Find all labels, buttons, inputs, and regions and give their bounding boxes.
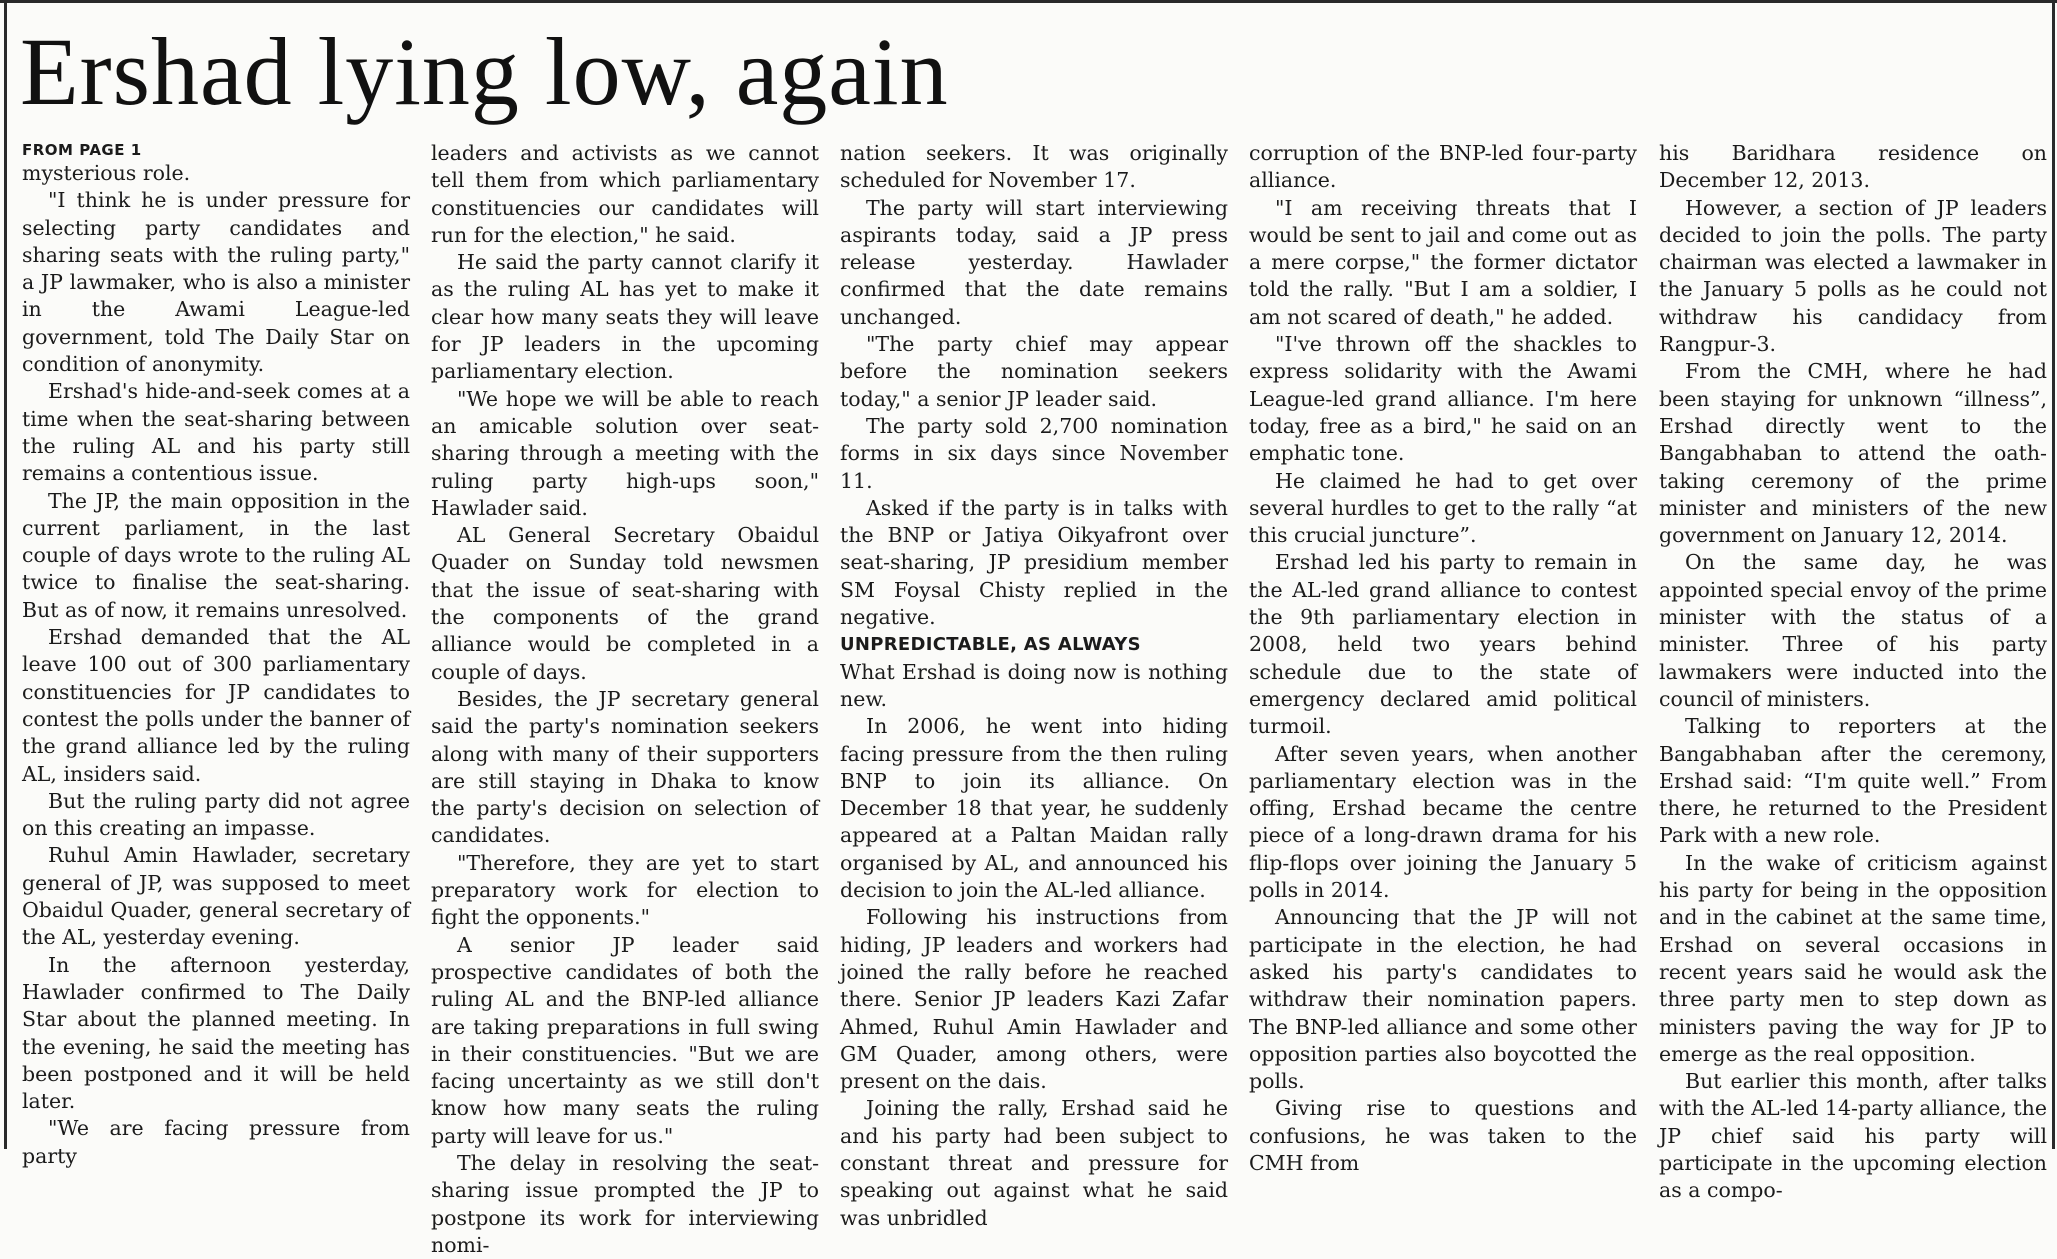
- article-paragraph: leaders and activists as we cannot tell them from which parliamentary constituencies our candidates will run for the election," he said.: [431, 141, 819, 247]
- article-paragraph: A senior JP leader said prospective candidates of both the ruling AL and the BNP-led alliance are taking preparations in full swing in their constituencies. "But we are facing uncertainty as we still don't know how many seats the ruling party will leave for us.": [431, 932, 819, 1148]
- article-paragraph: Giving rise to questions and confusions, he was taken to the CMH from: [1249, 1096, 1637, 1175]
- article-paragraph: mysterious role.: [22, 161, 191, 185]
- article-paragraph: Talking to reporters at the Bangabhaban after the ceremony, Ershad said: “I'm quite well.” From there, he returned to the President Park with a new role.: [1659, 714, 2047, 848]
- article-paragraph: The party will start interviewing aspirants today, said a JP press release yesterday. Hawlader confirmed that the date remains unchanged.: [840, 195, 1228, 329]
- article-paragraph: After seven years, when another parliamentary election was in the offing, Ershad became the centre piece of a long-drawn drama for his flip-flops over joining the January 5 polls in 2014.: [1249, 741, 1637, 903]
- article-paragraph: He claimed he had to get over several hurdles to get to the rally “at this crucial juncture”.: [1249, 468, 1637, 548]
- article-paragraph: From the CMH, where he had been staying for unknown “illness”, Ershad directly went to the Bangabhaban to attend the oath-taking ceremony of the prime minister and ministers of the new government on January 12, 2014.: [1659, 359, 2047, 548]
- article-column-5: [1659, 140, 2047, 1203]
- article-paragraph: Ershad demanded that the AL leave 100 out of 300 parliamentary constituencies for JP candidates to contest the polls under the banner of the grand alliance led by the ruling AL, insiders said.: [22, 625, 410, 786]
- article-paragraph: The party sold 2,700 nomination forms in six days since November 11.: [840, 413, 1228, 493]
- article-paragraph: "I am receiving threats that I would be sent to jail and come out as a mere corpse," the former dictator told the rally. "But I am a soldier, I am not scared of death," he added.: [1249, 195, 1637, 329]
- article-column-2: [431, 140, 819, 1257]
- article-paragraph: Following his instructions from hiding, JP leaders and workers had joined the rally before he reached there. Senior JP leaders Kazi Zafar Ahmed, Ruhul Amin Hawlader and GM Quader, among others, were present on the dais.: [840, 905, 1228, 1094]
- article-paragraph: Besides, the JP secretary general said the party's nomination seekers along with many of their supporters are still staying in Dhaka to know the party's decision on selection of candidates.: [431, 686, 819, 848]
- article-paragraph: his Baridhara residence on December 12, 2013.: [1659, 141, 2047, 193]
- article-paragraph: Ruhul Amin Hawlader, secretary general of JP, was supposed to meet Obaidul Quader, general secretary of the AL, yesterday evening.: [22, 843, 410, 950]
- article-paragraph: Ershad's hide-and-seek comes at a time when the seat-sharing between the ruling AL and his party still remains a contentious issue.: [22, 379, 410, 486]
- page-border-right: [2052, 0, 2055, 1149]
- article-paragraph: He said the party cannot clarify it as the ruling AL has yet to make it clear how many seats they will leave for JP leaders in the upcoming parliamentary election.: [431, 250, 819, 384]
- article-column-4: [1249, 140, 1637, 1175]
- article-paragraph: What Ershad is doing now is nothing new.: [840, 659, 1228, 711]
- article-paragraph: Announcing that the JP will not participate in the election, he had asked his party's candidates to withdraw their nomination papers. The BNP-led alliance and some other opposition parties also boycotted the polls.: [1249, 905, 1637, 1094]
- article-paragraph: nation seekers. It was originally scheduled for November 17.: [840, 141, 1228, 193]
- article-paragraph: But earlier this month, after talks with the AL-led 14-party alliance, the JP chief said his party will participate in the upcoming election as a compo-: [1659, 1069, 2047, 1203]
- article-paragraph: "I think he is under pressure for selecting party candidates and sharing seats with the ruling party," a JP lawmaker, who is also a minister in the Awami League-led government, told The Daily Star on condition of anonymity.: [22, 188, 410, 377]
- article-column-3: [840, 140, 1228, 1230]
- article-column-1: [22, 140, 410, 1168]
- article-paragraph: "The party chief may appear before the nomination seekers today," a senior JP leader said.: [840, 332, 1228, 411]
- page-border-top: [0, 0, 2057, 3]
- article-paragraph: Joining the rally, Ershad said he and his party had been subject to constant threat and pressure for speaking out against what he said was unbridled: [840, 1096, 1228, 1230]
- article-paragraph: However, a section of JP leaders decided to join the polls. The party chairman was elected a lawmaker in the January 5 polls as he could not withdraw his candidacy from Rangpur-3.: [1659, 195, 2047, 357]
- article-paragraph: Ershad led his party to remain in the AL-led grand alliance to contest the 9th parliamentary election in 2008, held two years behind schedule due to the state of emergency declared amid political turmoil.: [1249, 550, 1637, 739]
- article-paragraph: "Therefore, they are yet to start preparatory work for election to fight the opponents.": [431, 850, 819, 930]
- article-paragraph: On the same day, he was appointed special envoy of the prime minister with the status of a minister. Three of his party lawmakers were inducted into the council of ministers.: [1659, 550, 2047, 711]
- article-paragraph: Asked if the party is in talks with the BNP or Jatiya Oikyafront over seat-sharing, JP presidium member SM Foysal Chisty replied in the negative.: [840, 495, 1228, 630]
- jump-line-label: FROM PAGE 1: [22, 141, 142, 159]
- article-paragraph: The delay in resolving the seat-sharing issue prompted the JP to postpone its work for interviewing nomi-: [431, 1150, 819, 1257]
- article-paragraph: In the afternoon yesterday, Hawlader confirmed to The Daily Star about the planned meeting. In the evening, he said the meeting has been postponed and it will be held later.: [22, 952, 410, 1114]
- article-paragraph: "I've thrown off the shackles to express solidarity with the Awami League-led grand alliance. I'm here today, free as a bird," he said on an emphatic tone.: [1249, 332, 1637, 466]
- article-headline: Ershad lying low, again: [20, 18, 949, 125]
- article-paragraph: But the ruling party did not agree on this creating an impasse.: [22, 788, 410, 841]
- article-paragraph: The JP, the main opposition in the current parliament, in the last couple of days wrote to the ruling AL twice to finalise the seat-sharing. But as of now, it remains unresolved.: [22, 488, 410, 622]
- article-paragraph: corruption of the BNP-led four-party alliance.: [1249, 141, 1637, 193]
- article-paragraph: In 2006, he went into hiding facing pressure from the then ruling BNP to join its alliance. On December 18 that year, he suddenly appeared at a Paltan Maidan rally organised by AL, and announced his decision to join the AL-led alliance.: [840, 714, 1228, 903]
- article-paragraph: In the wake of criticism against his party for being in the opposition and in the cabinet at the same time, Ershad on several occasions in recent years said he would ask the three party men to step down as ministers paving the way for JP to emerge as the real opposition.: [1659, 850, 2047, 1066]
- article-paragraph: "We are facing pressure from party: [22, 1116, 410, 1168]
- section-subheading: UNPREDICTABLE, AS ALWAYS: [840, 634, 1141, 656]
- page-border-left: [4, 0, 7, 1149]
- article-paragraph: AL General Secretary Obaidul Quader on Sunday told newsmen that the issue of seat-sharing with the components of the grand alliance would be completed in a couple of days.: [431, 523, 819, 684]
- article-paragraph: "We hope we will be able to reach an amicable solution over seat-sharing through a meeting with the ruling party high-ups soon," Hawlader said.: [431, 386, 819, 520]
